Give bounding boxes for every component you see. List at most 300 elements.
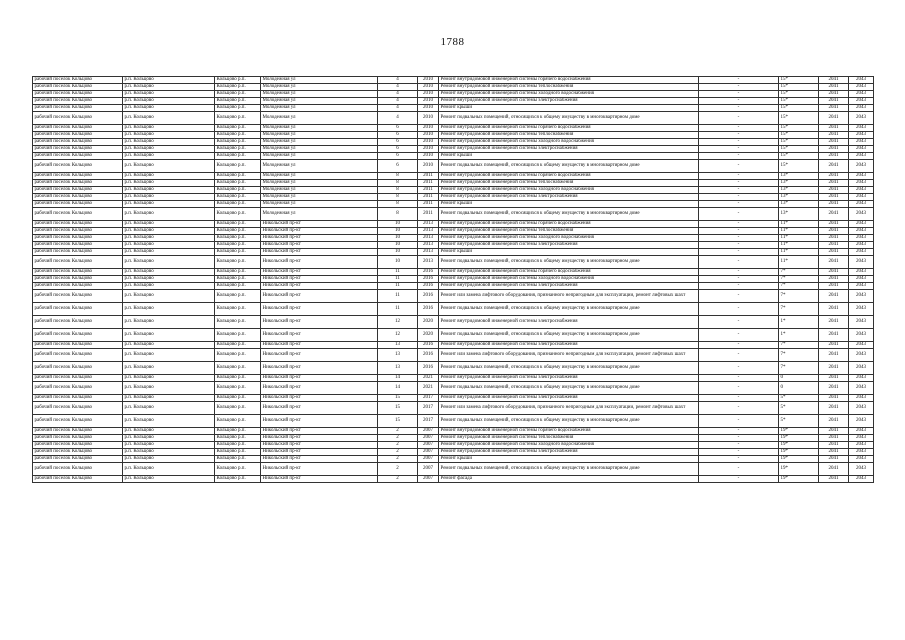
city-cell: р.п. Кольцово	[123, 456, 215, 463]
start-year-cell: 2041	[819, 194, 849, 201]
house-number-cell: 2	[378, 428, 418, 435]
separator-cell: -	[699, 153, 779, 160]
work-type-cell: Ремонт крыши	[439, 201, 699, 208]
period-cell: 11*	[779, 256, 819, 269]
district-cell: Кольцово р.п.	[215, 329, 261, 342]
end-year-cell: 2043	[849, 208, 874, 221]
start-year-cell: 2041	[819, 84, 849, 91]
period-cell: 15*	[779, 125, 819, 132]
separator-cell: -	[699, 276, 779, 283]
work-type-cell: Ремонт внутридомовой инженерной системы холодного водоснабжения	[439, 187, 699, 194]
start-year-cell: 2041	[819, 456, 849, 463]
district-cell: Кольцово р.п.	[215, 362, 261, 375]
build-year-cell: 2007	[418, 449, 439, 456]
city-cell: р.п. Кольцово	[123, 349, 215, 362]
separator-cell: -	[699, 180, 779, 187]
separator-cell: -	[699, 77, 779, 84]
separator-cell: -	[699, 98, 779, 105]
start-year-cell: 2041	[819, 242, 849, 249]
build-year-cell: 2017	[418, 415, 439, 428]
period-cell: 19*	[779, 476, 819, 483]
separator-cell: -	[699, 382, 779, 395]
district-cell: Кольцово р.п.	[215, 139, 261, 146]
separator-cell: -	[699, 256, 779, 269]
district-cell: Кольцово р.п.	[215, 228, 261, 235]
house-number-cell: 8	[378, 208, 418, 221]
settlement-cell: рабочий поселок Кольцово	[33, 402, 123, 415]
settlement-cell: рабочий поселок Кольцово	[33, 256, 123, 269]
end-year-cell: 2043	[849, 105, 874, 112]
table-row	[33, 173, 874, 180]
start-year-cell: 2041	[819, 316, 849, 329]
build-year-cell: 2011	[418, 208, 439, 221]
district-cell: Кольцово р.п.	[215, 456, 261, 463]
city-cell: р.п. Кольцово	[123, 112, 215, 125]
street-cell: Молодежная ул	[261, 180, 378, 187]
district-cell: Кольцово р.п.	[215, 375, 261, 382]
end-year-cell: 2043	[849, 342, 874, 349]
settlement-cell: рабочий поселок Кольцово	[33, 249, 123, 256]
page-number: 1788	[440, 36, 465, 48]
start-year-cell: 2041	[819, 208, 849, 221]
start-year-cell: 2041	[819, 449, 849, 456]
settlement-cell: рабочий поселок Кольцово	[33, 91, 123, 98]
street-cell: Никольский пр-кт	[261, 249, 378, 256]
build-year-cell: 2013	[418, 221, 439, 228]
work-type-cell: Ремонт или замена лифтового оборудования, признанного непригодным для эксплуатации, ремонт лифтовых шахт	[439, 290, 699, 303]
work-type-cell: Ремонт подвальных помещений, относящихся к общему имуществу в многоквартирном доме	[439, 160, 699, 173]
settlement-cell: рабочий поселок Кольцово	[33, 105, 123, 112]
build-year-cell: 2016	[418, 269, 439, 276]
build-year-cell: 2017	[418, 395, 439, 402]
end-year-cell: 2043	[849, 449, 874, 456]
end-year-cell: 2043	[849, 77, 874, 84]
table-row	[33, 456, 874, 463]
house-number-cell: 4	[378, 77, 418, 84]
district-cell: Кольцово р.п.	[215, 160, 261, 173]
separator-cell: -	[699, 269, 779, 276]
build-year-cell: 2011	[418, 201, 439, 208]
separator-cell: -	[699, 91, 779, 98]
district-cell: Кольцово р.п.	[215, 276, 261, 283]
city-cell: р.п. Кольцово	[123, 449, 215, 456]
city-cell: р.п. Кольцово	[123, 375, 215, 382]
start-year-cell: 2041	[819, 228, 849, 235]
build-year-cell: 2010	[418, 160, 439, 173]
district-cell: Кольцово р.п.	[215, 132, 261, 139]
period-cell: 19*	[779, 449, 819, 456]
separator-cell: -	[699, 221, 779, 228]
district-cell: Кольцово р.п.	[215, 187, 261, 194]
work-type-cell: Ремонт подвальных помещений, относящихся к общему имуществу в многоквартирном доме	[439, 208, 699, 221]
table-row	[33, 105, 874, 112]
settlement-cell: рабочий поселок Кольцово	[33, 276, 123, 283]
end-year-cell: 2043	[849, 228, 874, 235]
city-cell: р.п. Кольцово	[123, 316, 215, 329]
period-cell: 7*	[779, 276, 819, 283]
build-year-cell: 2007	[418, 463, 439, 476]
street-cell: Молодежная ул	[261, 146, 378, 153]
house-number-cell: 10	[378, 256, 418, 269]
city-cell: р.п. Кольцово	[123, 463, 215, 476]
separator-cell: -	[699, 476, 779, 483]
city-cell: р.п. Кольцово	[123, 105, 215, 112]
house-number-cell: 15	[378, 402, 418, 415]
build-year-cell: 2010	[418, 146, 439, 153]
period-cell: 15*	[779, 77, 819, 84]
build-year-cell: 2021	[418, 375, 439, 382]
table-body	[33, 77, 874, 483]
separator-cell: -	[699, 395, 779, 402]
settlement-cell: рабочий поселок Кольцово	[33, 194, 123, 201]
period-cell: 7*	[779, 269, 819, 276]
work-type-cell: Ремонт или замена лифтового оборудования, признанного непригодным для эксплуатации, ремонт лифтовых шахт	[439, 402, 699, 415]
end-year-cell: 2043	[849, 402, 874, 415]
district-cell: Кольцово р.п.	[215, 153, 261, 160]
start-year-cell: 2041	[819, 235, 849, 242]
end-year-cell: 2043	[849, 415, 874, 428]
settlement-cell: рабочий поселок Кольцово	[33, 269, 123, 276]
street-cell: Молодежная ул	[261, 173, 378, 180]
work-type-cell: Ремонт фасада	[439, 476, 699, 483]
start-year-cell: 2041	[819, 349, 849, 362]
period-cell: 19*	[779, 428, 819, 435]
house-number-cell: 4	[378, 84, 418, 91]
city-cell: р.п. Кольцово	[123, 342, 215, 349]
house-number-cell: 6	[378, 153, 418, 160]
house-number-cell: 11	[378, 283, 418, 290]
end-year-cell: 2043	[849, 269, 874, 276]
table-row	[33, 112, 874, 125]
table-row	[33, 269, 874, 276]
separator-cell: -	[699, 316, 779, 329]
street-cell: Никольский пр-кт	[261, 228, 378, 235]
street-cell: Никольский пр-кт	[261, 290, 378, 303]
start-year-cell: 2041	[819, 125, 849, 132]
build-year-cell: 2016	[418, 362, 439, 375]
street-cell: Молодежная ул	[261, 139, 378, 146]
street-cell: Никольский пр-кт	[261, 395, 378, 402]
street-cell: Молодежная ул	[261, 194, 378, 201]
house-number-cell: 12	[378, 329, 418, 342]
house-number-cell: 11	[378, 303, 418, 316]
separator-cell: -	[699, 139, 779, 146]
city-cell: р.п. Кольцово	[123, 362, 215, 375]
house-number-cell: 14	[378, 375, 418, 382]
city-cell: р.п. Кольцово	[123, 187, 215, 194]
end-year-cell: 2043	[849, 362, 874, 375]
table-row	[33, 395, 874, 402]
separator-cell: -	[699, 428, 779, 435]
build-year-cell: 2013	[418, 256, 439, 269]
house-number-cell: 11	[378, 276, 418, 283]
district-cell: Кольцово р.п.	[215, 256, 261, 269]
table-row	[33, 125, 874, 132]
period-cell: 11*	[779, 228, 819, 235]
period-cell: 15*	[779, 112, 819, 125]
district-cell: Кольцово р.п.	[215, 77, 261, 84]
table-row	[33, 91, 874, 98]
work-type-cell: Ремонт подвальных помещений, относящихся к общему имуществу в многоквартирном доме	[439, 112, 699, 125]
separator-cell: -	[699, 228, 779, 235]
work-type-cell: Ремонт внутридомовой инженерной системы электроснабжения	[439, 449, 699, 456]
end-year-cell: 2043	[849, 173, 874, 180]
work-type-cell: Ремонт внутридомовой инженерной системы электроснабжения	[439, 242, 699, 249]
street-cell: Никольский пр-кт	[261, 342, 378, 349]
period-cell: 7*	[779, 283, 819, 290]
end-year-cell: 2043	[849, 283, 874, 290]
build-year-cell: 2010	[418, 153, 439, 160]
separator-cell: -	[699, 456, 779, 463]
city-cell: р.п. Кольцово	[123, 228, 215, 235]
work-type-cell: Ремонт внутридомовой инженерной системы горячего водоснабжения	[439, 428, 699, 435]
district-cell: Кольцово р.п.	[215, 201, 261, 208]
separator-cell: -	[699, 402, 779, 415]
start-year-cell: 2041	[819, 382, 849, 395]
district-cell: Кольцово р.п.	[215, 283, 261, 290]
end-year-cell: 2043	[849, 476, 874, 483]
table-row	[33, 256, 874, 269]
period-cell: 15*	[779, 98, 819, 105]
work-type-cell: Ремонт внутридомовой инженерной системы электроснабжения	[439, 283, 699, 290]
table-row	[33, 449, 874, 456]
end-year-cell: 2043	[849, 187, 874, 194]
settlement-cell: рабочий поселок Кольцово	[33, 139, 123, 146]
house-number-cell: 4	[378, 112, 418, 125]
street-cell: Молодежная ул	[261, 132, 378, 139]
city-cell: р.п. Кольцово	[123, 303, 215, 316]
settlement-cell: рабочий поселок Кольцово	[33, 180, 123, 187]
district-cell: Кольцово р.п.	[215, 342, 261, 349]
house-number-cell: 6	[378, 146, 418, 153]
house-number-cell: 10	[378, 249, 418, 256]
table-row	[33, 139, 874, 146]
separator-cell: -	[699, 173, 779, 180]
street-cell: Молодежная ул	[261, 187, 378, 194]
start-year-cell: 2041	[819, 180, 849, 187]
start-year-cell: 2041	[819, 283, 849, 290]
street-cell: Никольский пр-кт	[261, 303, 378, 316]
build-year-cell: 2007	[418, 428, 439, 435]
build-year-cell: 2016	[418, 290, 439, 303]
house-number-cell: 12	[378, 316, 418, 329]
district-cell: Кольцово р.п.	[215, 180, 261, 187]
work-type-cell: Ремонт внутридомовой инженерной системы электроснабжения	[439, 375, 699, 382]
end-year-cell: 2043	[849, 98, 874, 105]
settlement-cell: рабочий поселок Кольцово	[33, 476, 123, 483]
end-year-cell: 2043	[849, 463, 874, 476]
end-year-cell: 2043	[849, 153, 874, 160]
separator-cell: -	[699, 415, 779, 428]
work-type-cell: Ремонт подвальных помещений, относящихся к общему имуществу в многоквартирном доме	[439, 329, 699, 342]
house-number-cell: 10	[378, 242, 418, 249]
city-cell: р.п. Кольцово	[123, 442, 215, 449]
house-number-cell: 13	[378, 349, 418, 362]
house-number-cell: 11	[378, 269, 418, 276]
end-year-cell: 2043	[849, 146, 874, 153]
work-type-cell: Ремонт внутридомовой инженерной системы электроснабжения	[439, 395, 699, 402]
start-year-cell: 2041	[819, 463, 849, 476]
end-year-cell: 2043	[849, 201, 874, 208]
end-year-cell: 2043	[849, 132, 874, 139]
start-year-cell: 2041	[819, 329, 849, 342]
period-cell: 19*	[779, 442, 819, 449]
city-cell: р.п. Кольцово	[123, 125, 215, 132]
city-cell: р.п. Кольцово	[123, 180, 215, 187]
start-year-cell: 2041	[819, 442, 849, 449]
street-cell: Молодежная ул	[261, 105, 378, 112]
period-cell: 5*	[779, 395, 819, 402]
start-year-cell: 2041	[819, 395, 849, 402]
house-number-cell: 8	[378, 194, 418, 201]
start-year-cell: 2041	[819, 146, 849, 153]
street-cell: Никольский пр-кт	[261, 269, 378, 276]
district-cell: Кольцово р.п.	[215, 194, 261, 201]
start-year-cell: 2041	[819, 269, 849, 276]
settlement-cell: рабочий поселок Кольцово	[33, 463, 123, 476]
build-year-cell: 2010	[418, 91, 439, 98]
period-cell: 13*	[779, 173, 819, 180]
district-cell: Кольцово р.п.	[215, 402, 261, 415]
street-cell: Никольский пр-кт	[261, 415, 378, 428]
city-cell: р.п. Кольцово	[123, 160, 215, 173]
end-year-cell: 2043	[849, 91, 874, 98]
start-year-cell: 2041	[819, 476, 849, 483]
settlement-cell: рабочий поселок Кольцово	[33, 290, 123, 303]
house-number-cell: 6	[378, 160, 418, 173]
build-year-cell: 2020	[418, 316, 439, 329]
district-cell: Кольцово р.п.	[215, 290, 261, 303]
work-type-cell: Ремонт подвальных помещений, относящихся к общему имуществу в многоквартирном доме	[439, 303, 699, 316]
build-year-cell: 2013	[418, 228, 439, 235]
table-row	[33, 201, 874, 208]
end-year-cell: 2043	[849, 180, 874, 187]
period-cell: 15*	[779, 139, 819, 146]
table-row	[33, 84, 874, 91]
build-year-cell: 2010	[418, 125, 439, 132]
settlement-cell: рабочий поселок Кольцово	[33, 160, 123, 173]
end-year-cell: 2043	[849, 256, 874, 269]
end-year-cell: 2043	[849, 375, 874, 382]
end-year-cell: 2043	[849, 456, 874, 463]
period-cell: 11*	[779, 221, 819, 228]
work-type-cell: Ремонт внутридомовой инженерной системы холодного водоснабжения	[439, 235, 699, 242]
district-cell: Кольцово р.п.	[215, 249, 261, 256]
house-number-cell: 2	[378, 442, 418, 449]
settlement-cell: рабочий поселок Кольцово	[33, 98, 123, 105]
work-type-cell: Ремонт внутридомовой инженерной системы горячего водоснабжения	[439, 221, 699, 228]
build-year-cell: 2017	[418, 402, 439, 415]
house-number-cell: 2	[378, 463, 418, 476]
table-row	[33, 303, 874, 316]
separator-cell: -	[699, 303, 779, 316]
work-type-cell: Ремонт внутридомовой инженерной системы холодного водоснабжения	[439, 276, 699, 283]
house-number-cell: 10	[378, 235, 418, 242]
period-cell: 0	[779, 375, 819, 382]
period-cell: 11*	[779, 235, 819, 242]
work-type-cell: Ремонт внутридомовой инженерной системы горячего водоснабжения	[439, 125, 699, 132]
table-row	[33, 316, 874, 329]
street-cell: Молодежная ул	[261, 160, 378, 173]
start-year-cell: 2041	[819, 139, 849, 146]
end-year-cell: 2043	[849, 242, 874, 249]
end-year-cell: 2043	[849, 329, 874, 342]
table-row	[33, 435, 874, 442]
separator-cell: -	[699, 442, 779, 449]
start-year-cell: 2041	[819, 112, 849, 125]
table-row	[33, 276, 874, 283]
start-year-cell: 2041	[819, 362, 849, 375]
city-cell: р.п. Кольцово	[123, 329, 215, 342]
separator-cell: -	[699, 435, 779, 442]
street-cell: Никольский пр-кт	[261, 349, 378, 362]
table-row	[33, 194, 874, 201]
build-year-cell: 2011	[418, 173, 439, 180]
settlement-cell: рабочий поселок Кольцово	[33, 201, 123, 208]
end-year-cell: 2043	[849, 139, 874, 146]
work-type-cell: Ремонт внутридомовой инженерной системы горячего водоснабжения	[439, 173, 699, 180]
period-cell: 15*	[779, 160, 819, 173]
district-cell: Кольцово р.п.	[215, 98, 261, 105]
settlement-cell: рабочий поселок Кольцово	[33, 77, 123, 84]
street-cell: Молодежная ул	[261, 201, 378, 208]
city-cell: р.п. Кольцово	[123, 382, 215, 395]
house-number-cell: 10	[378, 221, 418, 228]
house-number-cell: 4	[378, 98, 418, 105]
period-cell: 19*	[779, 463, 819, 476]
start-year-cell: 2041	[819, 91, 849, 98]
street-cell: Никольский пр-кт	[261, 435, 378, 442]
district-cell: Кольцово р.п.	[215, 242, 261, 249]
house-number-cell: 4	[378, 91, 418, 98]
period-cell: 15*	[779, 132, 819, 139]
street-cell: Молодежная ул	[261, 208, 378, 221]
district-cell: Кольцово р.п.	[215, 173, 261, 180]
work-type-cell: Ремонт внутридомовой инженерной системы холодного водоснабжения	[439, 139, 699, 146]
street-cell: Никольский пр-кт	[261, 428, 378, 435]
street-cell: Молодежная ул	[261, 91, 378, 98]
table-row	[33, 98, 874, 105]
work-type-cell: Ремонт внутридомовой инженерной системы теплоснабжения	[439, 180, 699, 187]
start-year-cell: 2041	[819, 221, 849, 228]
end-year-cell: 2043	[849, 160, 874, 173]
work-type-cell: Ремонт внутридомовой инженерной системы электроснабжения	[439, 194, 699, 201]
period-cell: 15*	[779, 84, 819, 91]
settlement-cell: рабочий поселок Кольцово	[33, 173, 123, 180]
district-cell: Кольцово р.п.	[215, 395, 261, 402]
period-cell: 13*	[779, 180, 819, 187]
settlement-cell: рабочий поселок Кольцово	[33, 415, 123, 428]
table-row	[33, 153, 874, 160]
settlement-cell: рабочий поселок Кольцово	[33, 242, 123, 249]
city-cell: р.п. Кольцово	[123, 132, 215, 139]
district-cell: Кольцово р.п.	[215, 91, 261, 98]
build-year-cell: 2010	[418, 105, 439, 112]
end-year-cell: 2043	[849, 276, 874, 283]
start-year-cell: 2041	[819, 187, 849, 194]
settlement-cell: рабочий поселок Кольцово	[33, 125, 123, 132]
street-cell: Никольский пр-кт	[261, 382, 378, 395]
build-year-cell: 2010	[418, 139, 439, 146]
district-cell: Кольцово р.п.	[215, 476, 261, 483]
settlement-cell: рабочий поселок Кольцово	[33, 221, 123, 228]
district-cell: Кольцово р.п.	[215, 112, 261, 125]
street-cell: Молодежная ул	[261, 98, 378, 105]
district-cell: Кольцово р.п.	[215, 146, 261, 153]
street-cell: Никольский пр-кт	[261, 242, 378, 249]
separator-cell: -	[699, 242, 779, 249]
separator-cell: -	[699, 362, 779, 375]
